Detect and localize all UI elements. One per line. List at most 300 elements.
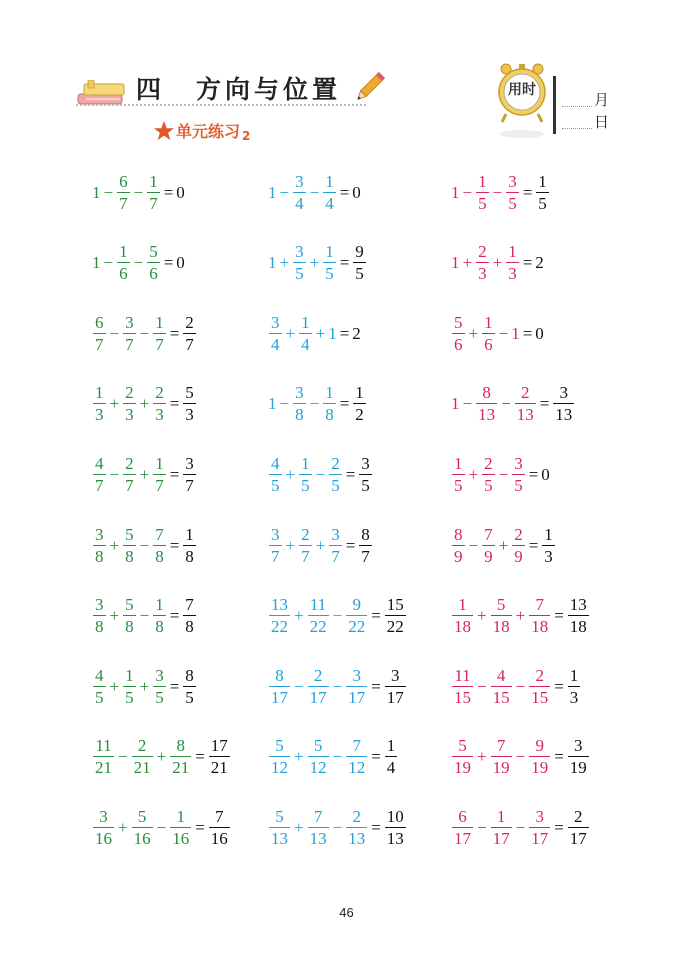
answer-fraction: [183, 526, 196, 565]
fraction-bar: [170, 827, 191, 828]
fraction: [323, 243, 336, 282]
page-number: 46: [339, 905, 354, 920]
fraction-bar: [385, 615, 406, 616]
fraction: [529, 808, 550, 847]
fraction-bar: [93, 615, 106, 616]
equation: [268, 238, 367, 288]
denominator: 19: [531, 758, 549, 778]
denominator: 7: [125, 475, 134, 495]
fraction-bar: [512, 545, 525, 546]
fraction: [329, 526, 342, 565]
numerator: 1: [155, 453, 164, 473]
denominator: 8: [155, 546, 164, 566]
denominator: 7: [301, 546, 310, 566]
fraction: [452, 314, 465, 353]
fraction: [269, 526, 282, 565]
fraction-bar: [529, 827, 550, 828]
equation: [451, 732, 590, 782]
denominator: 13: [555, 405, 573, 425]
equals-sign: =: [528, 464, 539, 484]
fraction: [452, 667, 473, 706]
answer-fraction: [568, 808, 589, 847]
fraction: [299, 455, 312, 494]
operator: +: [279, 253, 290, 273]
fraction: [153, 384, 166, 423]
fraction: [476, 173, 489, 212]
denominator: 7: [361, 546, 370, 566]
denominator: 22: [271, 617, 288, 637]
operator: +: [139, 676, 150, 696]
fraction: [269, 455, 282, 494]
fraction: [452, 455, 465, 494]
numerator: 5: [275, 806, 284, 826]
fraction-bar: [269, 615, 290, 616]
equation-terms: [268, 667, 368, 706]
operator: +: [285, 464, 296, 484]
fraction: [123, 455, 136, 494]
unit-number: 2: [242, 129, 251, 143]
fraction-bar: [329, 545, 342, 546]
fraction-bar: [359, 474, 372, 475]
equation: [92, 520, 197, 570]
numerator: 8: [275, 665, 284, 685]
numerator: 1: [544, 524, 553, 544]
denominator: 21: [172, 758, 190, 778]
operator: +: [477, 747, 487, 767]
operator: −: [279, 394, 290, 414]
numerator: 1: [95, 383, 104, 403]
fraction-bar: [568, 827, 589, 828]
fraction: [132, 737, 153, 776]
fraction: [515, 384, 536, 423]
fraction-bar: [308, 827, 329, 828]
denominator: 5: [361, 475, 370, 495]
fraction-bar: [123, 615, 136, 616]
numerator: 3: [535, 806, 544, 826]
equals-sign: =: [163, 182, 174, 202]
operator: +: [294, 606, 304, 626]
answer-fraction: [209, 808, 230, 847]
operator: −: [139, 606, 150, 626]
equals-sign: =: [339, 323, 350, 343]
equation: [268, 379, 367, 429]
denominator: 16: [172, 828, 190, 848]
denominator: 13: [478, 405, 496, 425]
equation-terms: [268, 526, 343, 565]
denominator: 12: [271, 758, 288, 778]
fraction-bar: [293, 192, 306, 193]
answer-fraction: [536, 173, 549, 212]
operator: −: [133, 253, 144, 273]
numerator: 3: [95, 595, 104, 615]
fraction: [308, 737, 329, 776]
denominator: 7: [149, 193, 158, 213]
denominator: 15: [454, 687, 471, 707]
equation: [268, 449, 373, 499]
operator: −: [332, 747, 343, 767]
numerator: 7: [185, 595, 194, 615]
denominator: 9: [454, 546, 463, 566]
answer-fraction: [353, 384, 366, 423]
equation: [451, 167, 550, 217]
operator: −: [156, 817, 167, 837]
fraction: [117, 173, 130, 212]
fraction-bar: [568, 686, 581, 687]
equals-sign: =: [371, 747, 381, 767]
numerator: 7: [352, 736, 361, 756]
denominator: 7: [95, 475, 104, 495]
denominator: 13: [348, 828, 366, 848]
equation-terms: [92, 455, 167, 494]
numerator: 1: [484, 312, 493, 332]
denominator: 7: [271, 546, 280, 566]
equation-terms: [92, 596, 167, 635]
month-label: 月: [594, 91, 610, 109]
denominator: 22: [348, 617, 366, 637]
equation-terms: [268, 737, 368, 776]
fraction-bar: [452, 545, 465, 546]
operator: −: [498, 323, 509, 343]
number: 1: [328, 323, 337, 343]
denominator: 12: [348, 758, 366, 778]
fraction: [93, 667, 106, 706]
fraction-bar: [183, 403, 196, 404]
denominator: 17: [271, 687, 288, 707]
numerator: 3: [125, 312, 134, 332]
fraction-bar: [269, 333, 282, 334]
fraction: [170, 808, 191, 847]
answer-fraction: [568, 737, 589, 776]
numerator: 9: [355, 242, 364, 262]
equation: [451, 449, 550, 499]
fraction-bar: [153, 474, 166, 475]
equation: [92, 379, 197, 429]
denominator: 6: [149, 264, 158, 284]
fraction-bar: [529, 686, 550, 687]
numerator: 3: [391, 665, 400, 685]
fraction-bar: [132, 756, 153, 757]
operator: −: [515, 676, 526, 696]
fraction-bar: [542, 545, 555, 546]
numerator: 1: [301, 312, 310, 332]
fraction: [491, 596, 512, 635]
fraction: [529, 737, 550, 776]
answer-number: 2: [535, 253, 544, 273]
numerator: 3: [352, 665, 361, 685]
equals-sign: =: [522, 182, 533, 202]
denominator: 5: [295, 264, 304, 284]
fraction: [269, 737, 290, 776]
denominator: 17: [348, 687, 366, 707]
chapter-number: 四: [136, 75, 163, 104]
equals-sign: =: [345, 464, 356, 484]
numerator: 1: [325, 242, 334, 262]
operator: −: [118, 747, 128, 767]
answer-fraction: [553, 384, 574, 423]
equation-terms: [92, 808, 192, 847]
numerator: 1: [355, 383, 364, 403]
numerator: 5: [185, 383, 194, 403]
numerator: 1: [155, 595, 164, 615]
numerator: 7: [535, 595, 544, 615]
denominator: 5: [484, 475, 493, 495]
answer-fraction: [568, 667, 581, 706]
operator: +: [315, 535, 326, 555]
equals-sign: =: [371, 676, 381, 696]
fraction-bar: [346, 615, 367, 616]
fraction: [269, 596, 290, 635]
fraction-bar: [293, 403, 306, 404]
numerator: 7: [155, 524, 164, 544]
numerator: 5: [454, 312, 463, 332]
fraction-bar: [93, 686, 106, 687]
numerator: 6: [119, 171, 128, 191]
fraction: [93, 737, 114, 776]
equation: [268, 802, 407, 852]
fraction-bar: [353, 403, 366, 404]
operator: −: [309, 182, 320, 202]
numerator: 3: [95, 524, 104, 544]
operator: −: [515, 747, 526, 767]
fraction-bar: [269, 827, 290, 828]
fraction: [293, 173, 306, 212]
fraction: [93, 808, 114, 847]
fraction-bar: [308, 756, 329, 757]
denominator: 8: [185, 617, 194, 637]
numerator: 5: [275, 736, 284, 756]
equation: [451, 591, 590, 641]
denominator: 17: [492, 828, 510, 848]
fraction-bar: [183, 545, 196, 546]
operator: −: [477, 817, 487, 837]
fraction: [132, 808, 153, 847]
operator: +: [315, 323, 326, 343]
numerator: 1: [454, 453, 463, 473]
numerator: 8: [482, 383, 491, 403]
fraction-bar: [153, 615, 166, 616]
numerator: 7: [215, 806, 224, 826]
equation-terms: [451, 314, 520, 353]
equation: [268, 167, 361, 217]
denominator: 21: [210, 758, 228, 778]
equation: [451, 661, 581, 711]
denominator: 7: [119, 193, 128, 213]
fraction: [153, 455, 166, 494]
equation-terms: [451, 384, 537, 423]
numerator: 4: [496, 665, 506, 685]
fraction-bar: [93, 403, 106, 404]
numerator: 7: [496, 736, 506, 756]
numerator: 3: [559, 383, 569, 403]
fraction-bar: [209, 827, 230, 828]
denominator: 17: [309, 687, 327, 707]
fraction-bar: [452, 756, 473, 757]
fraction: [452, 808, 473, 847]
fraction: [123, 314, 136, 353]
answer-fraction: [568, 596, 589, 635]
denominator: 5: [95, 687, 104, 707]
operator: +: [139, 394, 150, 414]
denominator: 22: [386, 617, 404, 637]
denominator: 3: [185, 405, 194, 425]
denominator: 17: [454, 828, 471, 848]
denominator: 9: [514, 546, 523, 566]
equation: [268, 661, 407, 711]
answer-number: 0: [352, 182, 361, 202]
fraction-bar: [452, 827, 473, 828]
denominator: 18: [569, 617, 587, 637]
operator: −: [515, 817, 526, 837]
fraction: [329, 455, 342, 494]
numerator: 1: [569, 665, 579, 685]
denominator: 8: [155, 617, 164, 637]
equation: [451, 802, 590, 852]
answer-fraction: [183, 314, 196, 353]
operator: −: [309, 394, 320, 414]
fraction: [452, 737, 473, 776]
fraction: [476, 243, 489, 282]
equals-sign: =: [169, 676, 180, 696]
answer-fraction: [353, 243, 366, 282]
numerator: 2: [535, 665, 544, 685]
fraction: [93, 384, 106, 423]
fraction: [506, 173, 519, 212]
fraction: [147, 173, 160, 212]
equals-sign: =: [528, 535, 539, 555]
denominator: 7: [155, 475, 164, 495]
denominator: 4: [301, 334, 310, 354]
denominator: 15: [492, 687, 510, 707]
operator: −: [462, 394, 473, 414]
fraction-bar: [491, 686, 512, 687]
equation-terms: [268, 384, 337, 423]
equals-sign: =: [169, 535, 180, 555]
operator: +: [468, 323, 479, 343]
denominator: 18: [531, 617, 549, 637]
numerator: 1: [496, 806, 506, 826]
denominator: 5: [514, 475, 523, 495]
fraction: [346, 667, 367, 706]
numerator: 8: [185, 665, 194, 685]
operator: −: [315, 464, 326, 484]
fraction: [476, 384, 497, 423]
fraction-bar: [123, 403, 136, 404]
operator: +: [109, 606, 120, 626]
fraction-bar: [482, 545, 495, 546]
operator: +: [156, 747, 167, 767]
equation: [268, 520, 373, 570]
denominator: 6: [484, 334, 493, 354]
fraction: [482, 526, 495, 565]
equation-terms: [92, 314, 167, 353]
operator: −: [501, 394, 511, 414]
operator: +: [468, 464, 479, 484]
numerator: 11: [309, 595, 327, 615]
equals-sign: =: [339, 253, 350, 273]
fraction: [123, 596, 136, 635]
operator: −: [103, 182, 114, 202]
fraction-bar: [346, 756, 367, 757]
number: 1: [92, 253, 101, 273]
fraction-bar: [308, 615, 329, 616]
number: 1: [92, 182, 101, 202]
numerator: 11: [454, 665, 471, 685]
equation: [268, 308, 361, 358]
denominator: 22: [309, 617, 327, 637]
fraction: [293, 384, 306, 423]
fraction-bar: [515, 403, 536, 404]
fraction-bar: [170, 756, 191, 757]
fraction: [147, 243, 160, 282]
numerator: 1: [149, 171, 158, 191]
fraction-bar: [323, 262, 336, 263]
fraction-bar: [329, 474, 342, 475]
denominator: 4: [325, 193, 334, 213]
fraction-bar: [452, 474, 465, 475]
operator: −: [332, 817, 343, 837]
fraction-bar: [153, 545, 166, 546]
fraction: [491, 667, 512, 706]
fraction-bar: [506, 262, 519, 263]
equation-terms: [451, 243, 520, 282]
numerator: 2: [313, 665, 323, 685]
denominator: 8: [295, 405, 304, 425]
denominator: 8: [125, 617, 134, 637]
operator: −: [109, 464, 120, 484]
numerator: 2: [484, 453, 493, 473]
denominator: 5: [355, 264, 364, 284]
operator: −: [294, 676, 304, 696]
equals-sign: =: [522, 253, 533, 273]
equation-terms: [92, 526, 167, 565]
numerator: 1: [325, 383, 334, 403]
numerator: 1: [458, 595, 467, 615]
fraction-bar: [132, 827, 153, 828]
denominator: 8: [185, 546, 194, 566]
answer-fraction: [209, 737, 230, 776]
fraction-bar: [512, 474, 525, 475]
equals-sign: =: [163, 253, 174, 273]
equation-terms: [268, 243, 337, 282]
fraction-bar: [117, 192, 130, 193]
fraction-bar: [385, 756, 398, 757]
equals-sign: =: [195, 817, 205, 837]
operator: −: [279, 182, 290, 202]
operator: −: [103, 253, 114, 273]
operator: +: [492, 253, 503, 273]
fraction-bar: [359, 545, 372, 546]
answer-fraction: [183, 667, 196, 706]
equals-sign: =: [554, 676, 564, 696]
answer-fraction: [183, 455, 196, 494]
fraction-bar: [183, 686, 196, 687]
numerator: 11: [95, 736, 112, 756]
equals-sign: =: [339, 182, 350, 202]
fraction: [123, 384, 136, 423]
equation-terms: [451, 596, 551, 635]
fraction-bar: [553, 403, 574, 404]
fraction-bar: [299, 333, 312, 334]
numerator: 3: [295, 383, 304, 403]
fraction: [529, 596, 550, 635]
equals-sign: =: [371, 817, 381, 837]
answer-number: 0: [176, 253, 185, 273]
denominator: 8: [125, 546, 134, 566]
denominator: 7: [331, 546, 340, 566]
equation: [451, 238, 544, 288]
equation: [92, 661, 197, 711]
denominator: 6: [119, 264, 128, 284]
